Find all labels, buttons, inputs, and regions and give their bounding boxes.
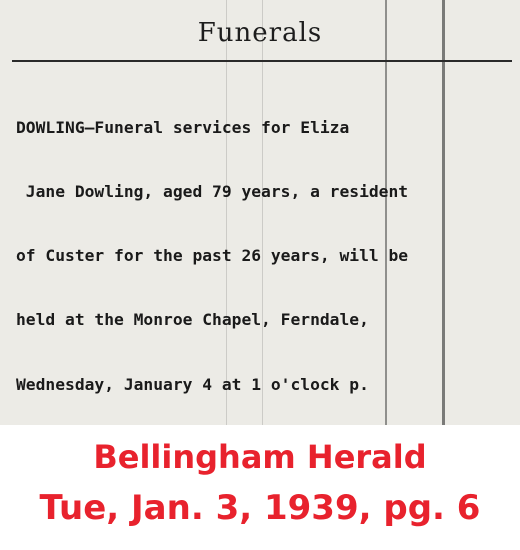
obituary-text [16, 74, 510, 425]
text-line: Wednesday, January 4 at 1 o'clock p. [16, 374, 369, 394]
clipping-heading: Funerals [197, 18, 323, 48]
heading-rule [12, 60, 512, 62]
text-line: held at the Monroe Chapel, Ferndale, [16, 310, 369, 330]
text-line: of Custer for the past 26 years, will be [16, 246, 409, 266]
source-caption: Bellingham Herald [93, 438, 427, 476]
text-line: Jane Dowling, aged 79 years, a resident [16, 182, 409, 202]
date-caption: Tue, Jan. 3, 1939, pg. 6 [39, 488, 481, 528]
text-line: DOWLING—Funeral services for Eliza [16, 117, 350, 137]
